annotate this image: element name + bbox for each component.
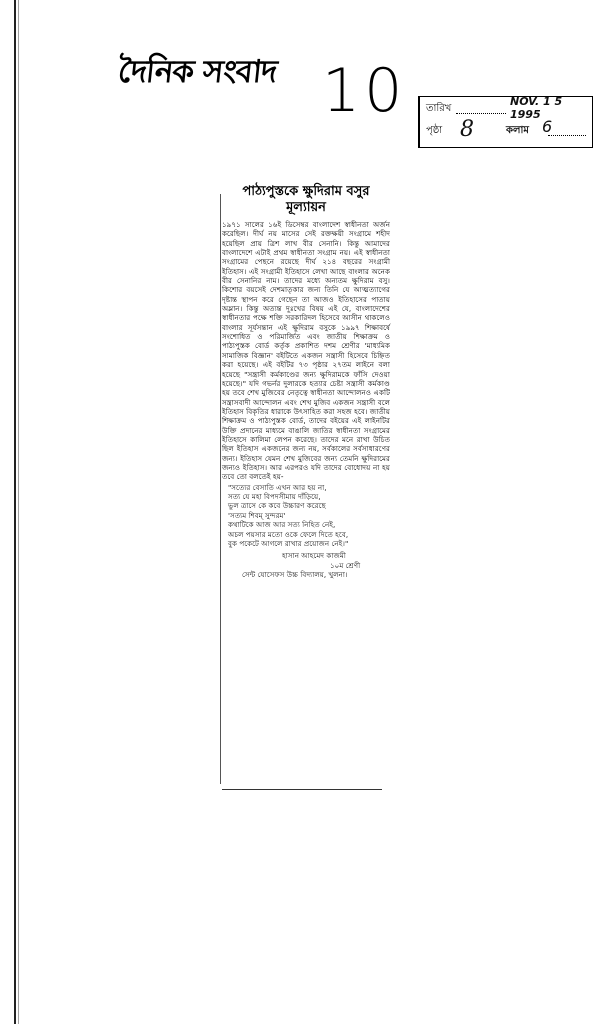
stamp-column-value: 6 [542,117,553,136]
stamp-date-label: তারিখ [426,103,452,114]
poem-line: কথাটিকে আজ আর সত্য নিহিত নেই, [228,520,336,530]
stamp-date-dots [456,113,506,114]
handwritten-page-number: 10 [322,56,407,126]
stamp-column-label: কলাম [506,125,529,136]
stamp-date-value: NOV. 1 5 1995 [510,95,563,121]
poem-line: সত্য যে মহা বিপদসীমায় দাঁড়িয়ে, [228,492,321,502]
page-edge-shadow [18,0,19,1024]
archive-stamp [418,96,593,148]
poem-line: 'সত্যম শিবম্ সুন্দরম' [228,510,286,520]
stamp-page-label: পৃষ্ঠা [426,125,443,136]
newspaper-clipping [222,184,390,790]
author-school: সেন্ট যোসেফস উচ্চ বিদ্যালয়, খুলনা। [242,570,348,580]
clipping-cut-edge [220,194,221,784]
article-byline [222,551,390,579]
poem-line: ভুল ত্রাসে কে কবে উচ্চারণ করেছে [228,501,326,511]
stamp-column-dots [548,135,586,136]
stamp-page-value: 8 [460,117,474,142]
poem-line: "সত্যের বেসাতি এখন আর হয় না, [228,482,327,492]
poem-line: বুক পকেটে আগলে রাখার প্রয়োজন নেই।" [228,539,349,549]
poem-line: অচল পয়সার মতো ওকে ফেলে দিতে হবে, [228,529,349,539]
newspaper-masthead: দৈনিক সংবাদ [116,54,279,90]
author-name: হাসান আহমেদ কাজমী [282,551,346,561]
article-poem [222,483,390,549]
article-body [222,220,390,482]
article-paragraph: ১৯৭১ সালের ১৬ই ডিসেম্বর বাংলাদেশ স্বাধীনতা অর্জন করেছিল। দীর্ঘ নয় মাসের সেই রক্তক্ষয়ী সংগ্রামে শহীদ হয়েছিল প্রায় ত্রিশ লাখ বীর সেনানি। কিন্তু আমাদের বাংলাদেশে এটাই প্রথম স্বাধীনতা সংগ্রাম নয়। এই স্বাধীনতা সংগ্রামের পেছনে রয়েছে দীর্ঘ ২১৪ বছরের সংগ্রামী ইতিহাস। এই সংগ্রামী ইতিহাসে লেখা আছে বাংলার অনেক বীর সেনানির নাম। তাদের মধ্যে অন্যতম ক্ষুদিরাম বসু। কিশোর বয়সেই দেশমাতৃকার জন্য তিনি যে আত্মত্যাগের দৃষ্টান্ত স্থাপন করে গেছেন তা আজও ইতিহাসের পাতায় অম্লান। কিন্তু অত্যন্ত দুঃখের বিষয় এই যে, বাংলাদেশের স্বাধীনতার পক্ষে শক্তি সরকারিদল হিসেবে আসীন থাকলেও বাংলার সূর্যসন্তান এই ক্ষুদিরাম বসুকে ১৯৯৭ শিক্ষাবর্ষে সংশোধিত ও পরিমার্জিত এবং জাতীয় শিক্ষাক্রম ও পাঠ্যপুস্তক বোর্ড কর্তৃক প্রকাশিত দশম শ্রেণীর 'মাধ্যমিক সামাজিক বিজ্ঞান' বইটিতে একজন সন্ত্রাসী হিসেবে চিহ্নিত করা হয়েছে। এই বইটির ৭৩ পৃষ্ঠার ২৭তম লাইনে বলা হয়েছে "সন্ত্রাসী কর্মকাণ্ডের জন্য ক্ষুদিরামকে ফাঁসি দেওয়া হয়েছে।" যদি গভর্নর দুলারকে হত্যার চেষ্টা সন্ত্রাসী কর্মকাণ্ড হয় তবে শেখ মুজিবের নেতৃত্বে স্বাধীনতা আন্দোলনও একটি সন্ত্রাসবাদী আন্দোলন এবং শেখ মুজিব একজন সন্ত্রাসী বলে ইতিহাস বিকৃতির ধারাকে উৎসাহিত করা সহজ হবে। জাতীয় শিক্ষাক্রম ও পাঠ্যপুস্তক বোর্ড, তাদের বইয়ের এই লাইনটির উক্তি প্রদানের মাধ্যমে বাঙালি জাতির স্বাধীনতা সংগ্রামের ইতিহাসে কালিমা লেপন করেছে। তাদের মনে রাখা উচিত ছিল ইতিহাস একজনের জন্য নয়, সর্বকালের সর্বসাধারণের জন্য। ইতিহাস যেমন শেখ মুজিবের জন্য তেমনি ক্ষুদিরামের জন্যও ইতিহাস। আর এরপরও যদি তাদের বোধোদয় না হয় তবে তো বলতেই হয়- [222,220,390,482]
clipping-bottom-rule [222,789,382,790]
author-class: ১০ম শ্রেণী [330,560,361,570]
page-edge-line [14,0,16,1024]
article-headline: পাঠ্যপুস্তকে ক্ষুদিরাম বসুর মূল্যায়ন [242,184,370,215]
